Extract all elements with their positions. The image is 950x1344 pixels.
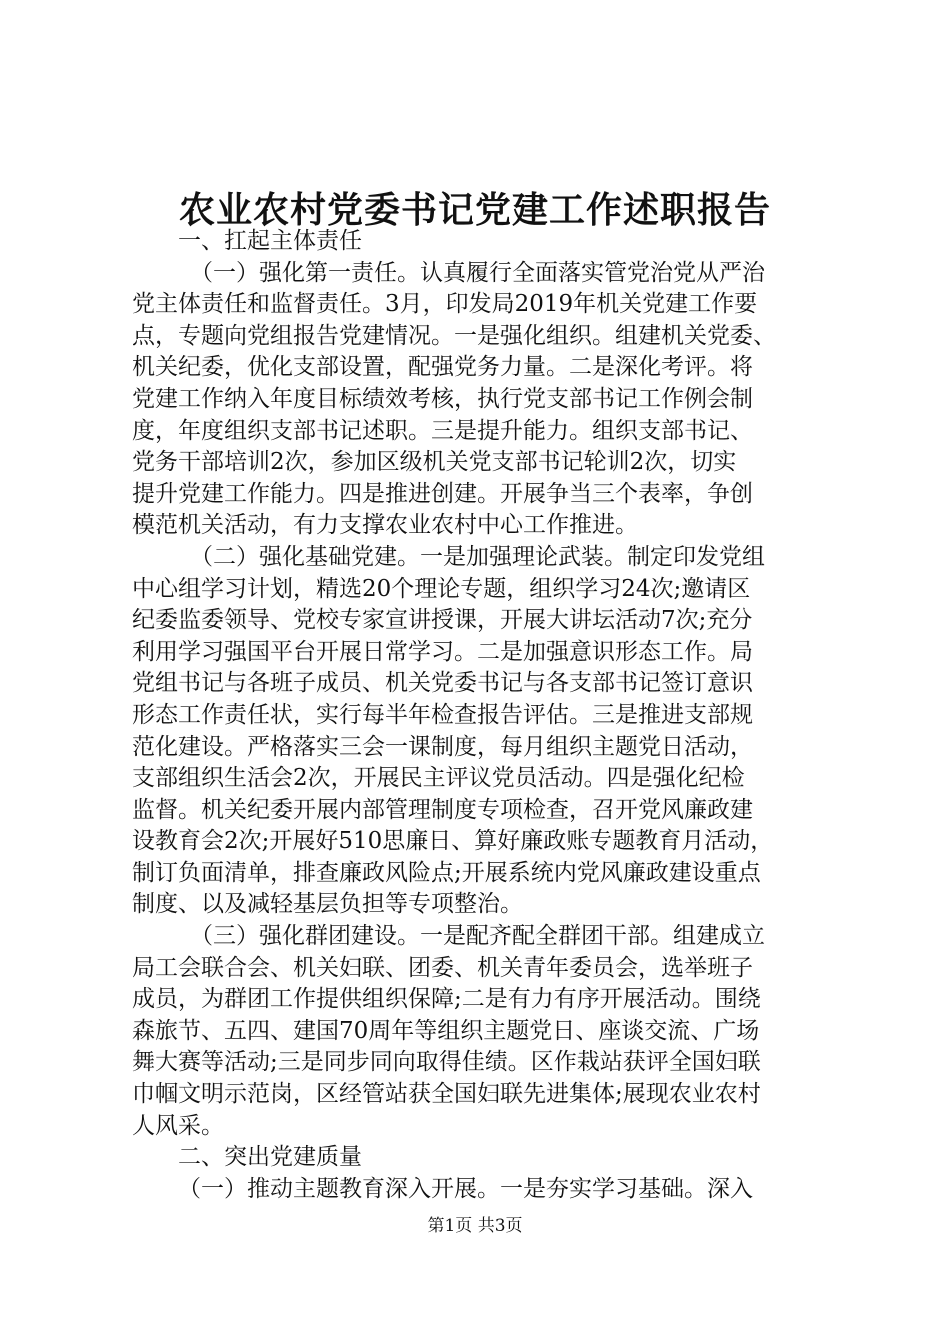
paragraph-line: 度，年度组织支部书记述职。三是提升能力。组织支部书记、 (132, 417, 753, 444)
paragraph-line: 党建工作纳入年度目标绩效考核，执行党支部书记工作例会制 (132, 385, 753, 412)
paragraph-line: 党主体责任和监督责任。3月，印发局2019年机关党建工作要 (132, 291, 758, 318)
section-heading: 一、扛起主体责任 (178, 228, 362, 254)
paragraph-line: 提升党建工作能力。四是推进创建。开展争当三个表率，争创 (132, 480, 753, 507)
paragraph-line: 范化建设。严格落实三会一课制度，每月组织主题党日活动， (132, 733, 753, 760)
page-footer: 第1页 共3页 (427, 1216, 523, 1236)
paragraph-line: 巾帼文明示范岗，区经管站获全国妇联先进集体;展现农业农村 (132, 1081, 761, 1108)
paragraph-line: 点，专题向党组报告党建情况。一是强化组织。组建机关党委、 (132, 322, 776, 349)
paragraph-line: 制订负面清单，排查廉政风险点;开展系统内党风廉政建设重点 (132, 859, 761, 886)
paragraph-line: 局工会联合会、机关妇联、团委、机关青年委员会，选举班子 (132, 954, 753, 981)
paragraph-line: 利用学习强国平台开展日常学习。二是加强意识形态工作。局 (132, 638, 753, 665)
paragraph-line: 党务干部培训2次，参加区级机关党支部书记轮训2次，切实 (132, 449, 737, 476)
paragraph-line: 支部组织生活会2次，开展民主评议党员活动。四是强化纪检 (132, 765, 745, 792)
document-title: 农业农村党委书记党建工作述职报告 (178, 189, 771, 231)
paragraph-line: 成员，为群团工作提供组织保障;二是有力有序开展活动。围绕 (132, 986, 761, 1013)
paragraph-line: 形态工作责任状，实行每半年检查报告评估。三是推进支部规 (132, 701, 753, 728)
section-heading: 二、突出党建质量 (178, 1144, 362, 1171)
document-body (132, 226, 832, 1205)
paragraph-line: （一）强化第一责任。认真履行全面落实管党治党从严治 (190, 259, 765, 286)
paragraph-line: （三）强化群团建设。一是配齐配全群团干部。组建成立 (190, 923, 765, 950)
paragraph-line: 模范机关活动，有力支撑农业农村中心工作推进。 (132, 512, 638, 539)
paragraph-line: 党组书记与各班子成员、机关党委书记与各支部书记签订意识 (132, 670, 753, 697)
paragraph-line: 监督。机关纪委开展内部管理制度专项检查，召开党风廉政建 (132, 796, 753, 823)
paragraph-line: （二）强化基础党建。一是加强理论武装。制定印发党组 (190, 543, 765, 570)
paragraph-line: 舞大赛等活动;三是同步同向取得佳绩。区作栽站获评全国妇联 (132, 1049, 761, 1076)
paragraph-line: 纪委监委领导、党校专家宣讲授课，开展大讲坛活动7次;充分 (132, 607, 753, 634)
paragraph-line: 人风采。 (132, 1112, 224, 1139)
paragraph-line: 森旅节、五四、建国70周年等组织主题党日、座谈交流、广场 (132, 1017, 760, 1044)
paragraph-line: 设教育会2次;开展好510思廉日、算好廉政账专题教育月活动， (132, 828, 774, 855)
paragraph-line: 机关纪委，优化支部设置，配强党务力量。二是深化考评。将 (132, 354, 753, 381)
paragraph-line: 中心组学习计划，精选20个理论专题，组织学习24次;邀请区 (132, 575, 751, 602)
paragraph-line: （一）推动主题教育深入开展。一是夯实学习基础。深入 (178, 1175, 753, 1202)
paragraph-line: 制度、以及减轻基层负担等专项整治。 (132, 891, 523, 918)
